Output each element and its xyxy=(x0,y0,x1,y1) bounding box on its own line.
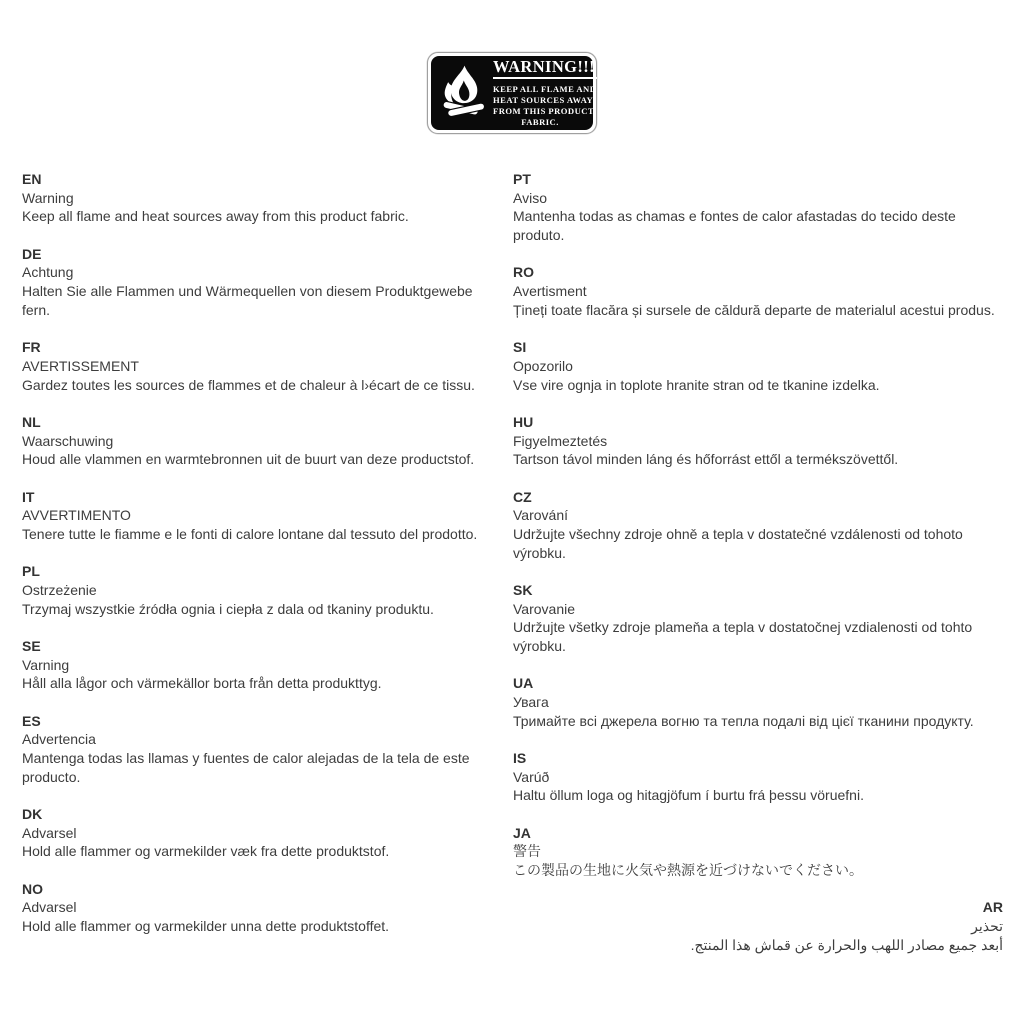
language-block-ro xyxy=(513,263,1003,319)
warning-body: Halten Sie alle Flammen und Wärmequellen von diesem Produktgewebe fern. xyxy=(22,283,473,318)
warning-title: Varovanie xyxy=(513,600,576,617)
warning-title: Avertisment xyxy=(513,283,587,300)
language-code: SE xyxy=(22,637,41,654)
badge-subtext xyxy=(493,84,597,128)
warning-title: 警告 xyxy=(513,843,541,860)
badge-title: WARNING!!! xyxy=(493,58,597,79)
warning-body: Udržujte všechny zdroje ohně a tepla v dostatečné vzdálenosti od tohoto výrobku. xyxy=(513,525,963,561)
language-block-dk xyxy=(22,805,491,861)
warning-title: AVVERTIMENTO xyxy=(22,507,131,524)
badge-container xyxy=(0,0,1024,134)
warning-title: Varúð xyxy=(513,768,550,785)
warning-title: Waarschuwing xyxy=(22,432,114,449)
language-block-se xyxy=(22,637,491,693)
language-block-de xyxy=(22,245,491,320)
language-block-ua xyxy=(513,674,1003,730)
campfire-flame-icon xyxy=(438,62,488,124)
warning-body: Tartson távol minden láng és hőforrást ettől a termékszövettől. xyxy=(513,451,899,468)
language-block-si xyxy=(513,338,1003,394)
warning-title: Aviso xyxy=(513,189,547,206)
language-code: NO xyxy=(22,880,43,897)
warning-title: Varning xyxy=(22,656,70,673)
warning-title: Warning xyxy=(22,189,74,206)
language-code: ES xyxy=(22,712,41,729)
language-code: SK xyxy=(513,581,533,598)
warning-title: AVERTISSEMENT xyxy=(22,357,139,374)
warning-body: Tenere tutte le fiamme e le fonti di calore lontane dal tessuto del prodotto. xyxy=(22,525,478,542)
language-block-ja xyxy=(513,824,1003,880)
warning-body: Gardez toutes les sources de flammes et de chaleur à l›écart de ce tissu. xyxy=(22,376,475,393)
language-code: RO xyxy=(513,264,534,281)
right-column xyxy=(513,170,1003,973)
language-code: IT xyxy=(22,488,35,505)
language-code: DE xyxy=(22,245,42,262)
warning-body: Udržujte všetky zdroje plameňa a tepla v dostatočnej vzdialenosti od tohto výrobku. xyxy=(513,619,973,655)
language-block-en xyxy=(22,170,491,226)
language-block-hu xyxy=(513,413,1003,469)
badge-subtext-line: FABRIC. xyxy=(521,117,559,127)
language-block-ar xyxy=(513,898,1003,954)
warning-body: Vse vire ognja in toplote hranite stran od te tkanine izdelka. xyxy=(513,376,880,393)
badge-subtext-line: KEEP ALL FLAME AND xyxy=(493,84,597,94)
language-code: DK xyxy=(22,806,43,823)
language-code: FR xyxy=(22,339,41,356)
language-code: JA xyxy=(513,824,531,841)
language-code: HU xyxy=(513,413,534,430)
language-block-cz xyxy=(513,488,1003,563)
language-code: EN xyxy=(22,171,42,187)
language-block-no xyxy=(22,880,491,936)
warning-body: Mantenga todas las llamas y fuentes de calor alejadas de la tela de este producto. xyxy=(22,750,470,785)
language-code: UA xyxy=(513,675,534,692)
left-column xyxy=(22,170,491,973)
language-code: AR xyxy=(982,899,1003,916)
warning-body: Тримайте всі джерела вогню та тепла подалі від цієї тканини продукту. xyxy=(513,712,974,729)
warning-body: Håll alla lågor och värmekällor borta från detta produkttyg. xyxy=(22,675,382,692)
language-block-fr xyxy=(22,338,491,394)
warning-body: Haltu öllum loga og hitagjöfum í burtu frá þessu vöruefni. xyxy=(513,787,864,804)
warning-body: Hold alle flammer og varmekilder væk fra dette produktstof. xyxy=(22,843,390,860)
language-code: PT xyxy=(513,171,531,187)
language-code: PL xyxy=(22,563,40,580)
language-block-es xyxy=(22,712,491,787)
warning-title: Advertencia xyxy=(22,731,96,748)
warning-title: Opozorilo xyxy=(513,357,573,374)
language-block-pl xyxy=(22,562,491,618)
language-columns xyxy=(0,134,1024,973)
language-block-sk xyxy=(513,581,1003,656)
warning-title: Advarsel xyxy=(22,899,77,916)
warning-title: تحذير xyxy=(971,918,1003,935)
badge-text xyxy=(488,57,597,128)
warning-body: Houd alle vlammen en warmtebronnen uit de buurt van deze productstof. xyxy=(22,451,475,468)
language-block-pt xyxy=(513,170,1003,245)
badge-subtext-line: HEAT SOURCES AWAY xyxy=(493,95,594,105)
warning-title: Ostrzeżenie xyxy=(22,581,97,598)
warning-title: Увага xyxy=(513,694,549,711)
warning-title: Figyelmeztetés xyxy=(513,432,608,449)
warning-title: Advarsel xyxy=(22,824,77,841)
language-block-is xyxy=(513,749,1003,805)
warning-badge-inner xyxy=(431,56,597,130)
language-code: IS xyxy=(513,750,527,767)
warning-body: Țineți toate flacăra și sursele de căldură departe de materialul acestui produs. xyxy=(513,301,995,318)
language-code: CZ xyxy=(513,488,532,505)
language-code: NL xyxy=(22,413,41,430)
warning-title: Varování xyxy=(513,507,568,524)
warning-title: Achtung xyxy=(22,264,74,281)
warning-body: Keep all flame and heat sources away from this product fabric. xyxy=(22,208,409,225)
warning-body: Hold alle flammer og varmekilder unna dette produktstoffet. xyxy=(22,918,390,935)
badge-subtext-line: FROM THIS PRODUCT xyxy=(493,106,595,116)
warning-badge xyxy=(427,52,597,134)
language-code: SI xyxy=(513,339,527,356)
warning-body: أبعد جميع مصادر اللهب والحرارة عن قماش هذا المنتج. xyxy=(690,936,1003,953)
language-block-nl xyxy=(22,413,491,469)
language-block-it xyxy=(22,488,491,544)
warning-body: Trzymaj wszystkie źródła ognia i ciepła z dala od tkaniny produktu. xyxy=(22,600,434,617)
warning-body: この製品の生地に火気や熱源を近づけないでください。 xyxy=(513,862,863,879)
warning-body: Mantenha todas as chamas e fontes de calor afastadas do tecido deste produto. xyxy=(513,208,956,244)
